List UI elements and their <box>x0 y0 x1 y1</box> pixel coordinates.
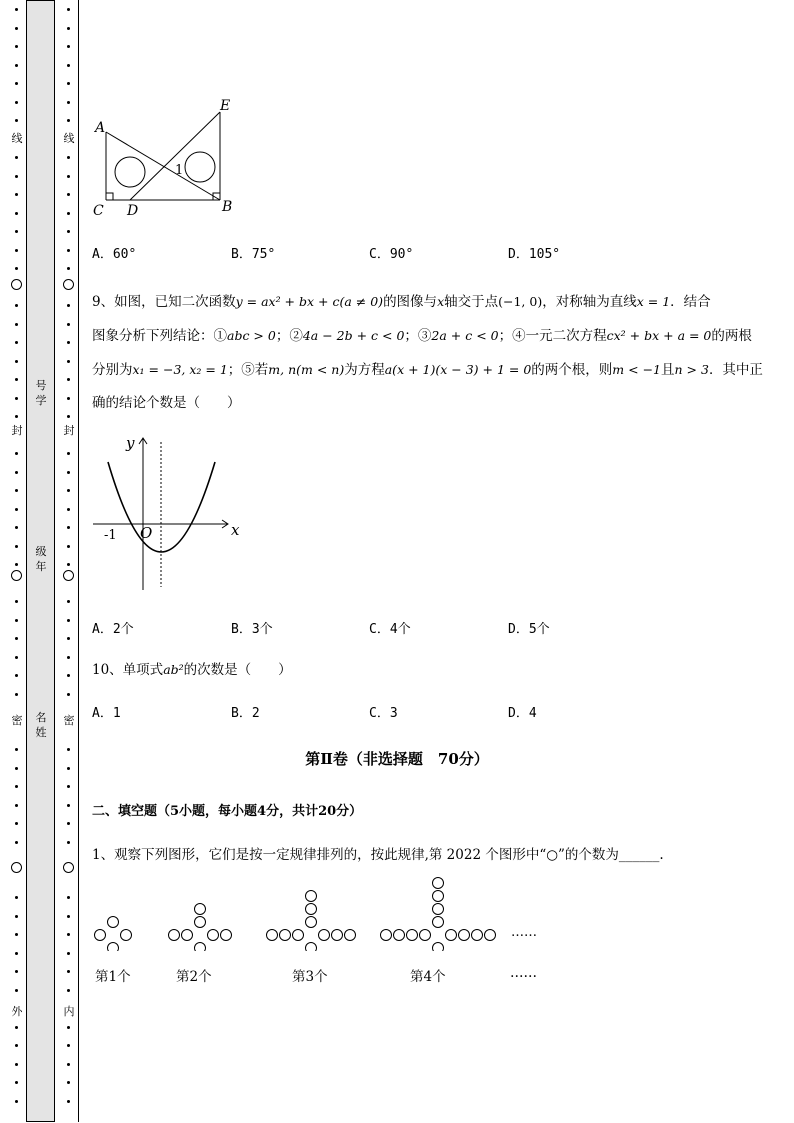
section-2-title: 第Ⅱ卷（非选择题 70分） <box>305 750 489 768</box>
binding-char-mi-outer: 密 <box>11 714 23 727</box>
pattern-circle-1 <box>121 930 132 941</box>
binding-dot <box>67 896 70 899</box>
binding-circle-icon <box>11 862 22 873</box>
pattern-circle-4 <box>433 917 444 928</box>
binding-dot <box>67 45 70 48</box>
circle-right <box>185 152 215 182</box>
binding-dot <box>15 82 18 85</box>
pattern-circle-3 <box>306 891 317 902</box>
binding-dot <box>67 101 70 104</box>
binding-dot <box>67 489 70 492</box>
binding-circle-icon <box>63 279 74 290</box>
segment-ed <box>130 112 220 200</box>
binding-dot <box>15 323 18 326</box>
field-grade: 级年 <box>35 545 47 573</box>
binding-dot <box>15 193 18 196</box>
binding-dot <box>15 45 18 48</box>
binding-dot <box>15 841 18 844</box>
pattern-circle-2 <box>195 904 206 915</box>
label-e: E <box>220 98 231 114</box>
binding-dot <box>15 563 18 566</box>
pattern-circle-4 <box>433 943 444 952</box>
binding-dot <box>67 785 70 788</box>
binding-char-feng-inner: 封 <box>63 424 75 437</box>
q9-parabola-graph <box>88 432 248 592</box>
binding-dot <box>15 489 18 492</box>
binding-dot <box>67 193 70 196</box>
binding-border-line <box>78 0 79 1122</box>
binding-dot <box>67 841 70 844</box>
binding-dot <box>67 8 70 11</box>
binding-margin <box>0 0 82 1123</box>
pattern-label-3: 第3个 <box>292 969 328 985</box>
q10-option-a: A．1 <box>92 706 121 721</box>
binding-dot <box>67 952 70 955</box>
segment-ab <box>106 132 220 200</box>
pattern-label-4: 第4个 <box>410 969 446 985</box>
binding-dot <box>15 1081 18 1084</box>
pattern-label-2: 第2个 <box>176 969 212 985</box>
binding-dot <box>67 693 70 696</box>
label-angle-1: 1 <box>175 163 184 178</box>
binding-dot <box>67 249 70 252</box>
field-name: 名姓 <box>35 711 47 739</box>
pattern-circle-4 <box>407 930 418 941</box>
binding-dot <box>15 341 18 344</box>
binding-char-xian-inner: 线 <box>63 132 75 145</box>
binding-dot <box>67 452 70 455</box>
binding-dot <box>15 378 18 381</box>
binding-char-wai: 外 <box>11 1005 23 1018</box>
binding-dot <box>67 378 70 381</box>
pattern-label-1: 第1个 <box>95 969 131 985</box>
binding-dot <box>15 693 18 696</box>
q10-option-b: B．2 <box>231 706 260 721</box>
binding-dot <box>15 989 18 992</box>
inner-dotted-line <box>64 0 74 1123</box>
binding-dot <box>15 471 18 474</box>
pattern-circle-4 <box>459 930 470 941</box>
binding-dot <box>67 545 70 548</box>
binding-dot <box>67 804 70 807</box>
pattern-circle-2 <box>195 943 206 952</box>
pattern-circle-3 <box>293 930 304 941</box>
label-x: x <box>231 521 240 539</box>
binding-dot <box>67 1081 70 1084</box>
binding-dot <box>67 119 70 122</box>
q10-option-c: C．3 <box>369 706 398 721</box>
binding-dot <box>15 970 18 973</box>
binding-dot <box>67 508 70 511</box>
pattern-circle-3 <box>280 930 291 941</box>
binding-dot <box>15 415 18 418</box>
binding-dot <box>15 896 18 899</box>
binding-dot <box>67 1044 70 1047</box>
label-a: A <box>95 120 106 136</box>
binding-dot <box>67 360 70 363</box>
binding-circle-icon <box>63 570 74 581</box>
binding-dot <box>15 156 18 159</box>
binding-dot <box>15 545 18 548</box>
pattern-circle-1 <box>108 917 119 928</box>
binding-dot <box>15 397 18 400</box>
circle-left <box>115 157 145 187</box>
binding-dot <box>67 304 70 307</box>
binding-dot <box>67 27 70 30</box>
binding-dot <box>67 267 70 270</box>
binding-dot <box>67 637 70 640</box>
binding-dot <box>67 415 70 418</box>
binding-dot <box>67 656 70 659</box>
binding-dot <box>15 64 18 67</box>
binding-dot <box>67 933 70 936</box>
binding-dot <box>67 619 70 622</box>
label-d: D <box>127 203 139 219</box>
binding-dot <box>67 674 70 677</box>
q9-option-b: B．3个 <box>231 622 273 637</box>
pattern-circle-2 <box>195 917 206 928</box>
binding-dot <box>15 933 18 936</box>
q8-option-c: C．90° <box>369 247 414 262</box>
label-y: y <box>126 434 135 452</box>
binding-dot <box>15 674 18 677</box>
pattern-circle-4 <box>433 891 444 902</box>
pattern-circle-3 <box>306 917 317 928</box>
binding-dot <box>67 989 70 992</box>
field-student-number: 号学 <box>35 379 47 407</box>
q9-option-a: A．2个 <box>92 622 134 637</box>
circle-pattern-figure <box>88 876 548 951</box>
binding-dot <box>15 526 18 529</box>
binding-dot <box>15 508 18 511</box>
right-angle-c <box>106 193 113 200</box>
pattern-circle-4 <box>433 878 444 889</box>
binding-dot <box>15 175 18 178</box>
binding-dot <box>67 1100 70 1103</box>
binding-dot <box>67 397 70 400</box>
binding-dot <box>67 1026 70 1029</box>
binding-dot <box>15 619 18 622</box>
binding-dot <box>15 785 18 788</box>
binding-char-nei: 内 <box>63 1005 75 1018</box>
binding-dot <box>15 27 18 30</box>
q9-line-1: 9、如图，已知二次函数y = ax² + bx + c(a ≠ 0)的图像与x轴交于点(−1, 0)，对称轴为直线x = 1．结合 <box>92 294 711 310</box>
binding-circle-icon <box>11 570 22 581</box>
binding-dot <box>15 267 18 270</box>
binding-dot <box>67 822 70 825</box>
pattern-circle-1 <box>95 930 106 941</box>
binding-dot <box>15 1100 18 1103</box>
binding-circle-icon <box>63 862 74 873</box>
label-origin: O <box>140 524 153 542</box>
binding-dot <box>67 323 70 326</box>
pattern-circle-2 <box>208 930 219 941</box>
pattern-circle-4 <box>381 930 392 941</box>
q8-option-a: A．60° <box>92 247 137 262</box>
binding-dot <box>15 101 18 104</box>
pattern-circle-4 <box>446 930 457 941</box>
pattern-circle-4 <box>433 904 444 915</box>
pattern-circle-3 <box>267 930 278 941</box>
binding-dot <box>67 1063 70 1066</box>
pattern-circle-3 <box>345 930 356 941</box>
q10-option-d: D．4 <box>508 706 537 721</box>
binding-dot <box>67 471 70 474</box>
outer-dotted-line <box>12 0 22 1123</box>
q8-geometry-figure <box>88 94 248 219</box>
pattern-label-ellipsis: …… <box>510 965 537 981</box>
q8-option-d: D．105° <box>508 247 561 262</box>
binding-dot <box>15 656 18 659</box>
binding-dot <box>15 600 18 603</box>
pattern-circle-3 <box>306 943 317 952</box>
binding-dot <box>15 952 18 955</box>
binding-char-feng-outer: 封 <box>11 424 23 437</box>
q9-line-3: 分别为x₁ = −3, x₂ = 1；⑤若m, n(m < n)为方程a(x + 1)(x − 3) + 1 = 0的两个根，则m < −1且n > 3．其中正 <box>92 362 763 378</box>
binding-circle-icon <box>11 279 22 290</box>
q9-line-2: 图象分析下列结论：①abc > 0；②4a − 2b + c < 0；③2a + c < 0；④一元二次方程cx² + bx + a = 0的两根 <box>92 328 752 344</box>
binding-dot <box>67 156 70 159</box>
binding-dot <box>15 1026 18 1029</box>
q9-line-4: 确的结论个数是（ ） <box>92 395 241 411</box>
pattern-circle-3 <box>319 930 330 941</box>
binding-dot <box>67 230 70 233</box>
binding-dot <box>15 637 18 640</box>
binding-dot <box>15 360 18 363</box>
q10-stem: 10、单项式ab²的次数是（ ） <box>92 662 292 678</box>
binding-dot <box>15 915 18 918</box>
pattern-circle-2 <box>182 930 193 941</box>
binding-dot <box>67 563 70 566</box>
binding-dot <box>15 1063 18 1066</box>
binding-dot <box>67 915 70 918</box>
binding-dot <box>67 175 70 178</box>
pattern-circle-3 <box>332 930 343 941</box>
binding-dot <box>67 64 70 67</box>
pattern-circle-1 <box>108 943 119 952</box>
binding-dot <box>15 212 18 215</box>
pattern-circle-4 <box>394 930 405 941</box>
pattern-ellipsis: …… <box>511 925 537 940</box>
binding-dot <box>15 804 18 807</box>
fill-q1-stem: 1、观察下列图形，它们是按一定规律排列的，按此规律,第 2022 个图形中“○”的个数为______. <box>92 847 664 863</box>
binding-dot <box>67 212 70 215</box>
label-minus-1: -1 <box>104 528 117 543</box>
binding-dot <box>67 970 70 973</box>
binding-dot <box>15 452 18 455</box>
q9-option-c: C．4个 <box>369 622 411 637</box>
binding-dot <box>15 249 18 252</box>
pattern-circle-4 <box>472 930 483 941</box>
binding-dot <box>15 822 18 825</box>
binding-dot <box>67 341 70 344</box>
pattern-circle-2 <box>169 930 180 941</box>
binding-dot <box>67 600 70 603</box>
label-b: B <box>222 199 233 215</box>
binding-dot <box>67 526 70 529</box>
binding-dot <box>15 8 18 11</box>
binding-dot <box>15 230 18 233</box>
binding-dot <box>15 1044 18 1047</box>
pattern-circle-4 <box>420 930 431 941</box>
binding-dot <box>67 82 70 85</box>
pattern-circle-3 <box>306 904 317 915</box>
binding-dot <box>15 119 18 122</box>
fill-in-heading: 二、填空题（5小题，每小题4分，共计20分） <box>92 804 363 819</box>
q8-option-b: B．75° <box>231 247 276 262</box>
pattern-circle-4 <box>485 930 496 941</box>
label-c: C <box>93 203 104 219</box>
q9-option-d: D．5个 <box>508 622 550 637</box>
binding-char-xian-outer: 线 <box>11 132 23 145</box>
binding-char-mi-inner: 密 <box>63 714 75 727</box>
binding-dot <box>15 304 18 307</box>
pattern-circle-2 <box>221 930 232 941</box>
